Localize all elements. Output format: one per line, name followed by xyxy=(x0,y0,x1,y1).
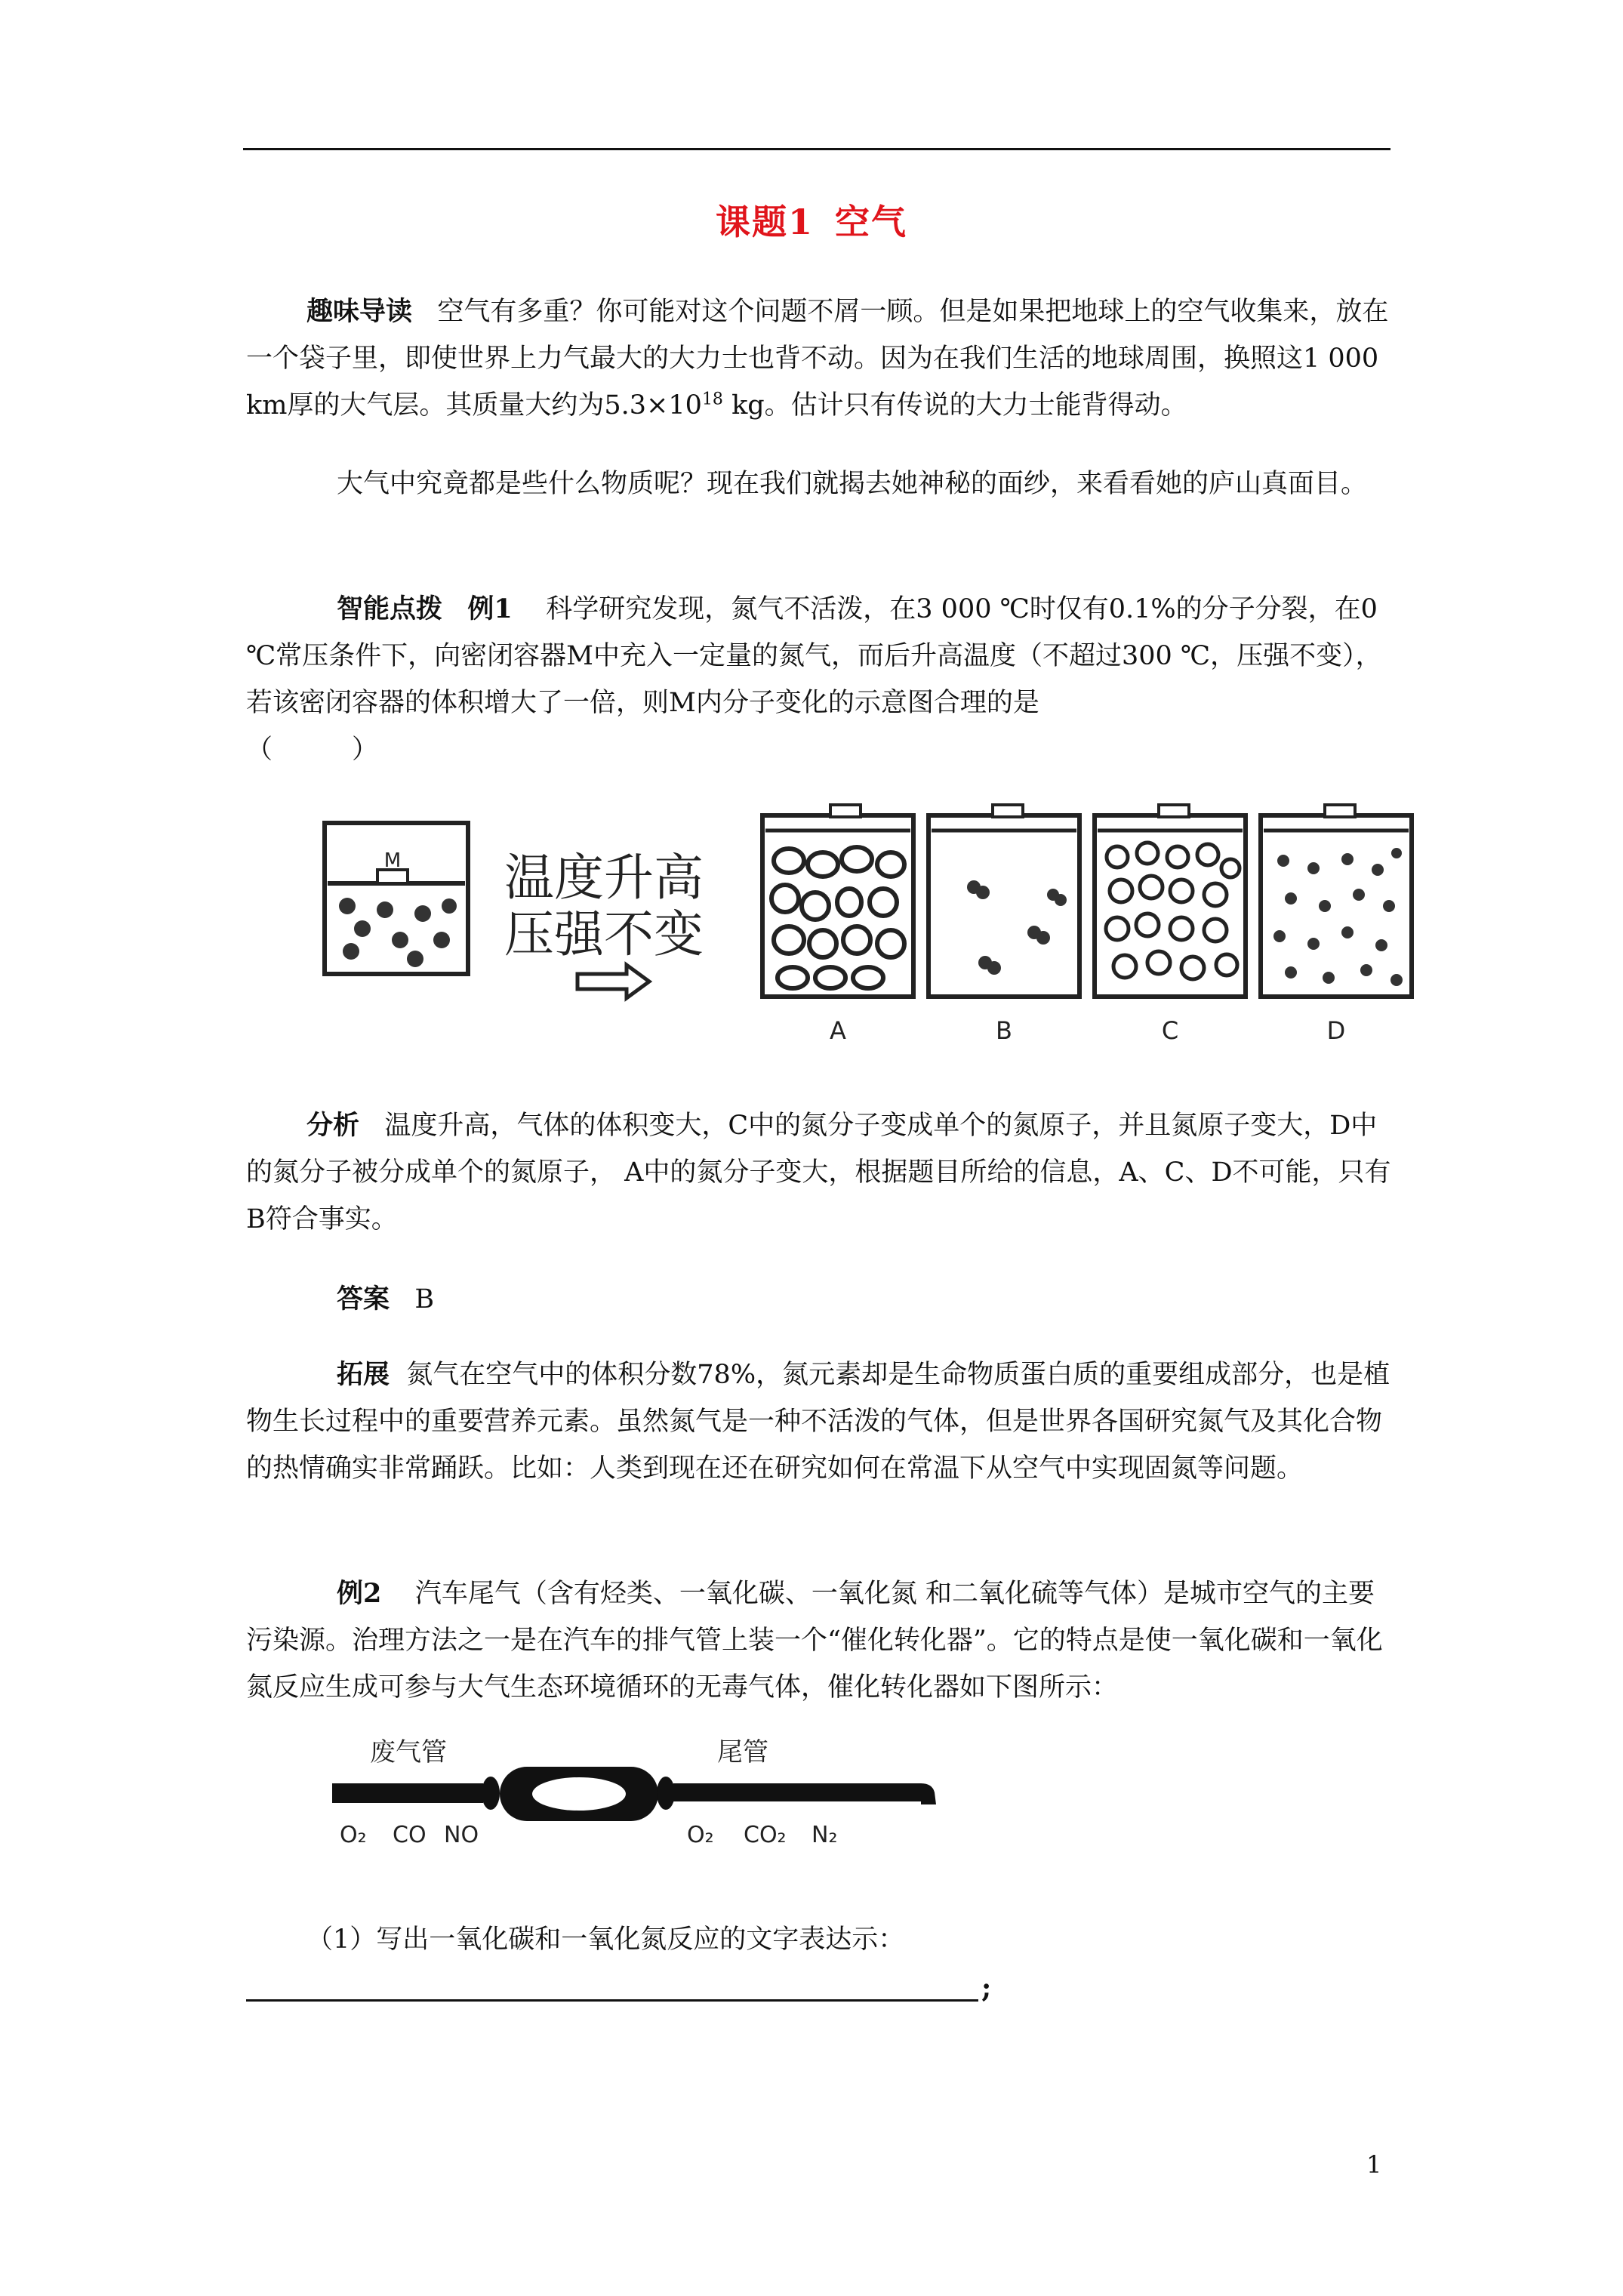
intro2-text: 大气中究竟都是些什么物质呢？现在我们就揭去她神秘的面纱，来看看她的庐山真面目。 xyxy=(337,469,1368,499)
title-part2: 空气 xyxy=(835,202,907,242)
arrow-text-line2: 压强不变 xyxy=(504,905,704,963)
intro-exponent: 18 xyxy=(701,390,723,409)
answer-label: 答案 xyxy=(337,1284,390,1314)
extension-label: 拓展 xyxy=(337,1359,390,1390)
gas-in-no: NO xyxy=(444,1822,479,1848)
example1-label: 智能点拨 xyxy=(337,593,443,624)
arrow-text-line1: 温度升高 xyxy=(504,849,704,907)
example1-paragraph xyxy=(246,586,1394,773)
extension-text: 氮气在空气中的体积分数78%，氮元素却是生命物质蛋白质的重要组成部分，也是植物生长过程中的重要营养元素。虽然氮气是一种不活泼的气体，但是世界各国研究氮气及其化合物的热情确实非常踊跃。比如：人类到现在还在研究如何在常温下从空气中实现固氮等问题。 xyxy=(246,1360,1390,1484)
page-number: 1 xyxy=(1366,2150,1382,2179)
gas-out-co2: CO₂ xyxy=(744,1822,787,1848)
analysis-label: 分析 xyxy=(306,1110,360,1141)
gas-out-o2: O₂ xyxy=(687,1822,714,1848)
option-label-a: A xyxy=(830,1016,846,1045)
example1-num: 例1 xyxy=(467,593,513,624)
intro-text: 空气有多重？你可能对这个问题不屑一顾。但是如果把地球上的空气收集来，放在一个袋子里，即使世界上力气最大的大力士也背不动。因为在我们生活的地球周围，换照这1 000 km厚的大气层。其质量大约为5.3×10 xyxy=(246,297,1389,421)
answer-paragraph xyxy=(246,1276,1394,1323)
answer-blank-line[interactable] xyxy=(246,1999,978,2002)
answer-blank-end: ; xyxy=(981,1972,992,2004)
gas-in-co: CO xyxy=(393,1822,427,1848)
option-label-c: C xyxy=(1161,1016,1179,1045)
option-c-container xyxy=(1095,805,1246,997)
option-b-container xyxy=(929,805,1079,997)
molecule-diagram xyxy=(317,800,1427,1049)
page-title xyxy=(0,195,1623,245)
analysis-paragraph xyxy=(246,1102,1394,1243)
question1-text: （1）写出一氧化碳和一氧化氮反应的文字表达示： xyxy=(306,1925,905,1955)
arrow-icon xyxy=(577,965,649,998)
example2-label: 例2 xyxy=(337,1578,382,1609)
question1-paragraph xyxy=(246,1916,1394,1963)
option-label-b: B xyxy=(996,1016,1012,1045)
label-m: M xyxy=(383,849,402,872)
option-label-d: D xyxy=(1326,1016,1346,1045)
option-d-container xyxy=(1261,805,1412,997)
catalytic-converter-diagram xyxy=(325,1729,944,1857)
example2-text: 汽车尾气（含有烃类、一氧化碳、一氧化氮 和二氧化硫等气体）是城市空气的主要污染源。治理方法之一是在汽车的排气管上装一个“催化转化器”。它的特点是使一氧化碳和一氧化氮反应生成可参与大气生态环境循环的无毒气体，催化转化器如下图所示： xyxy=(246,1579,1383,1703)
example1-text: 科学研究发现，氮气不活泼，在3 000 ℃时仅有0.1%的分子分裂，在0 ℃常压条件下，向密闭容器M中充入一定量的氮气，而后升高温度（不超过300 ℃，压强不变）， 若该密闭容器的体积增大了一倍，则M内分子变化的示意图合理的是 xyxy=(246,594,1382,718)
converter-body xyxy=(332,1767,936,1821)
gas-out-n2: N₂ xyxy=(812,1822,838,1848)
title-part1: 课题1 xyxy=(715,202,814,242)
intro-text-after: kg。估计只有传说的大力士能背得动。 xyxy=(722,390,1187,421)
example1-bracket: （ ） xyxy=(246,735,379,765)
intro2-paragraph xyxy=(246,461,1394,507)
tail-pipe-label: 尾管 xyxy=(717,1737,768,1767)
answer-value: B xyxy=(414,1284,435,1314)
gas-in-o2: O₂ xyxy=(340,1822,367,1848)
intro-label: 趣味导读 xyxy=(306,296,413,327)
example2-paragraph xyxy=(246,1570,1394,1711)
header-rule xyxy=(243,148,1390,150)
extension-paragraph xyxy=(246,1351,1394,1492)
container-m xyxy=(325,823,468,974)
intro-paragraph xyxy=(246,288,1394,429)
option-a-container xyxy=(762,805,913,997)
analysis-text: 温度升高，气体的体积变大，C中的氮分子变成单个的氮原子，并且氮原子变大，D中的氮分子被分成单个的氮原子， A中的氮分子变大，根据题目所给的信息，A、C、D不可能，只有B符合事实。 xyxy=(246,1111,1391,1234)
exhaust-pipe-label: 废气管 xyxy=(370,1737,447,1767)
